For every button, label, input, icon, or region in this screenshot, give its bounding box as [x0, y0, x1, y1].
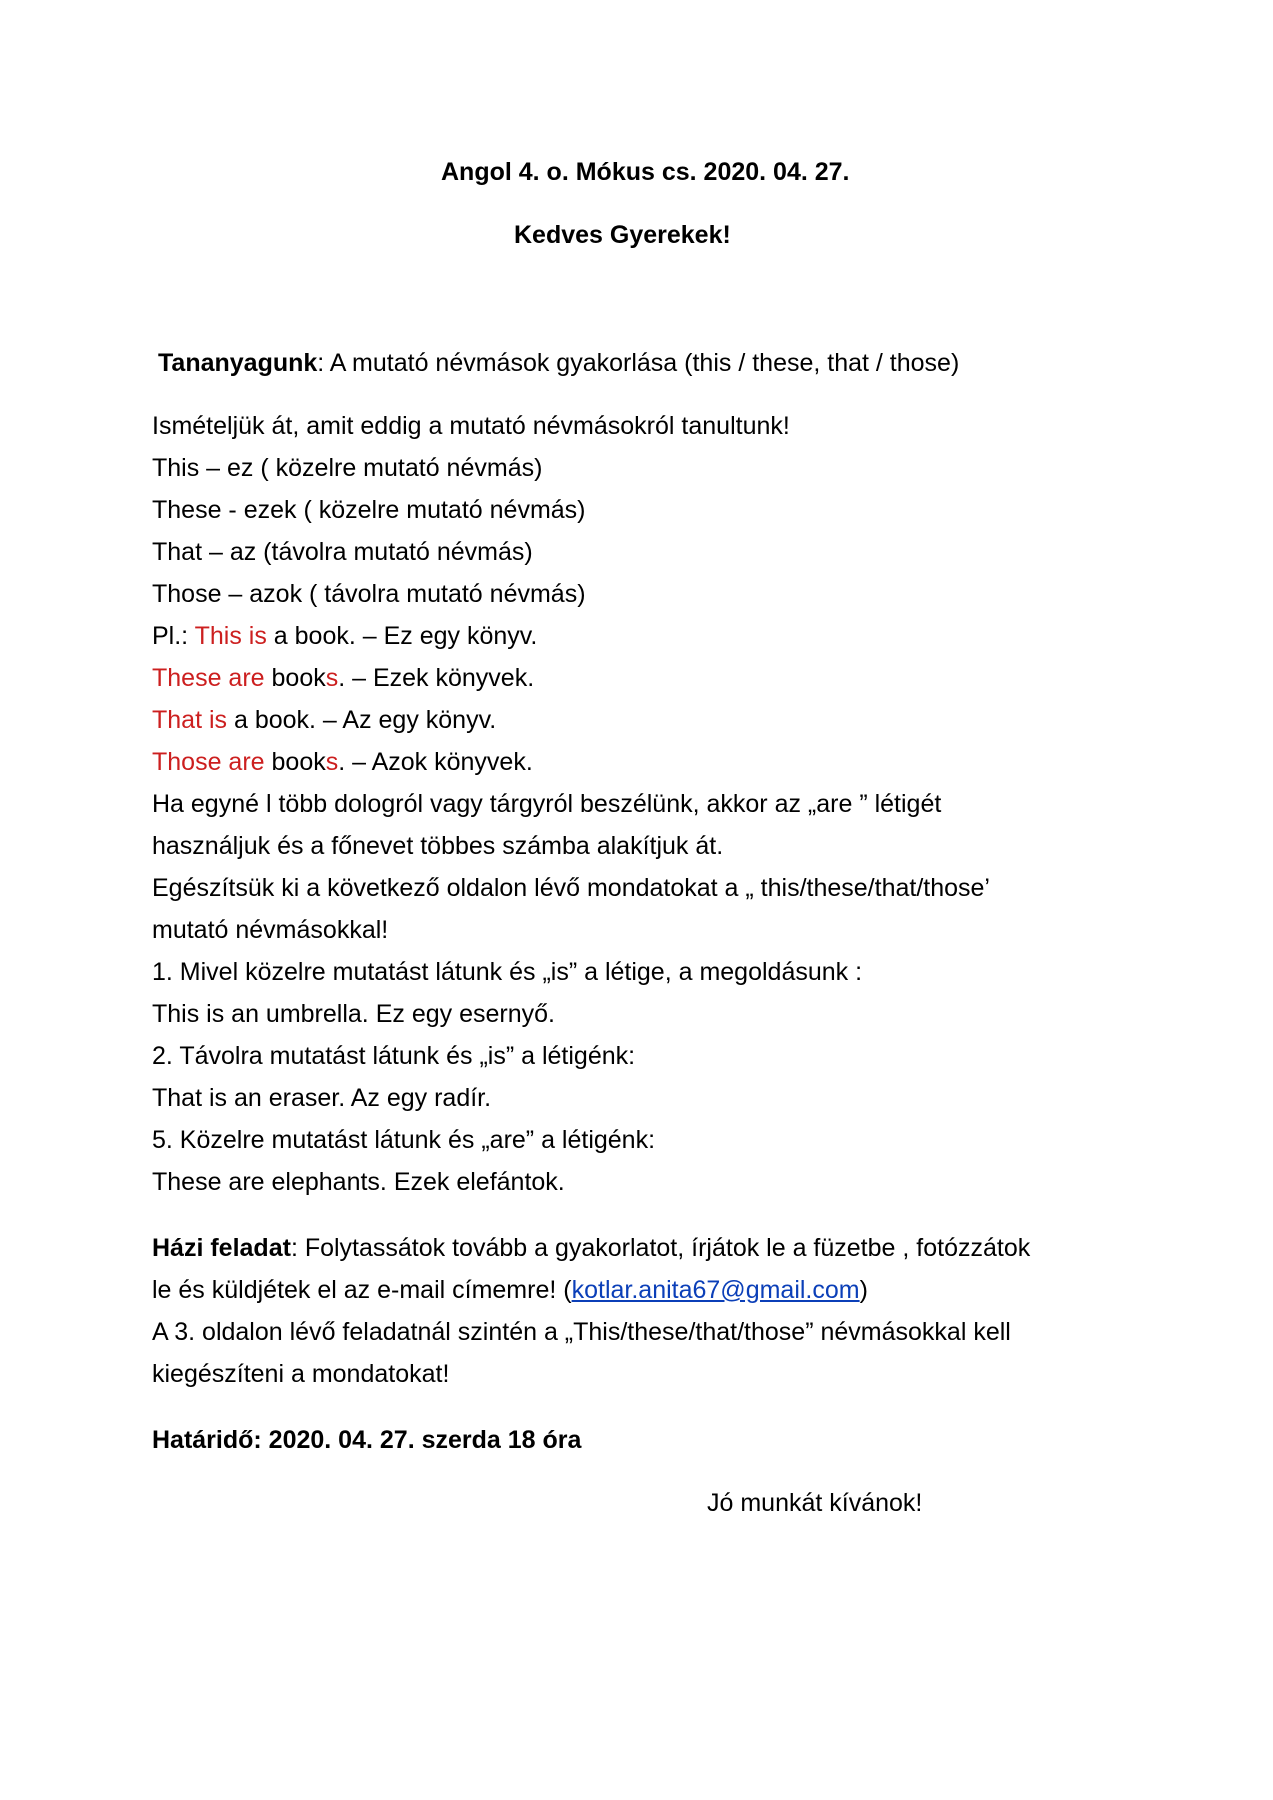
solution-line: This is an umbrella. Ez egy esernyő.	[152, 1000, 555, 1028]
topic-line	[158, 348, 959, 378]
greeting: Kedves Gyerekek!	[514, 221, 731, 249]
homework-line: A 3. oldalon lévő feladatnál szintén a „This/these/that/those” névmásokkal kell	[152, 1318, 1011, 1346]
homework-line: kiegészíteni a mondatokat!	[152, 1360, 450, 1388]
homework-line	[152, 1233, 1030, 1263]
example-rest: . – Azok könyvek.	[338, 748, 533, 776]
example-that	[152, 705, 496, 735]
example-rest: a book. – Az egy könyv.	[227, 706, 497, 734]
deadline: Határidő: 2020. 04. 27. szerda 18 óra	[152, 1426, 582, 1454]
closing-text: Jó munkát kívánok!	[707, 1489, 923, 1517]
example-noun: book	[264, 748, 326, 776]
email-link[interactable]: kotlar.anita67@gmail.com	[571, 1276, 860, 1304]
homework-email-line	[152, 1275, 868, 1305]
example-plural-s: s	[325, 664, 339, 692]
intro-text: Ismételjük át, amit eddig a mutató névmásokról tanultunk!	[152, 412, 790, 440]
solution-line: 5. Közelre mutatást látunk és „are” a létigénk:	[152, 1126, 656, 1154]
example-highlight: Those are	[152, 748, 265, 776]
task-line: Egészítsük ki a következő oldalon lévő mondatokat a „ this/these/that/those’	[152, 874, 990, 902]
homework-text: : Folytassátok tovább a gyakorlatot, írjátok le a füzetbe , fotózzátok	[290, 1234, 1031, 1262]
solution-line: That is an eraser. Az egy radír.	[152, 1084, 492, 1112]
example-highlight: That is	[152, 706, 228, 734]
homework-label: Házi feladat	[152, 1234, 291, 1262]
definition-that: That – az (távolra mutató névmás)	[152, 538, 533, 566]
solution-line: These are elephants. Ezek elefántok.	[152, 1168, 565, 1196]
topic-label: Tananyagunk	[158, 349, 318, 377]
solution-line: 1. Mivel közelre mutatást látunk és „is” a létige, a megoldásunk :	[152, 958, 863, 986]
definition-those: Those – azok ( távolra mutató névmás)	[152, 580, 586, 608]
explanation-line: használjuk és a főnevet többes számba alakítjuk át.	[152, 832, 724, 860]
example-highlight: This is	[194, 622, 267, 650]
homework-text: le és küldjétek el az e-mail címemre! (	[152, 1276, 572, 1304]
definition-this: This – ez ( közelre mutató névmás)	[152, 454, 543, 482]
example-rest: . – Ezek könyvek.	[338, 664, 535, 692]
solution-line: 2. Távolra mutatást látunk és „is” a létigénk:	[152, 1042, 636, 1070]
topic-text: : A mutató névmások gyakorlása (this / these, that / those)	[317, 349, 960, 377]
example-highlight: These are	[152, 664, 265, 692]
example-plural-s: s	[325, 748, 339, 776]
example-these	[152, 663, 534, 693]
example-rest: a book. – Ez egy könyv.	[266, 622, 538, 650]
example-noun: book	[264, 664, 326, 692]
homework-text: )	[859, 1276, 868, 1304]
explanation-line: Ha egyné l több dologról vagy tárgyról beszélünk, akkor az „are ” létigét	[152, 790, 942, 818]
definition-these: These - ezek ( közelre mutató névmás)	[152, 496, 586, 524]
page-title: Angol 4. o. Mókus cs. 2020. 04. 27.	[441, 158, 850, 186]
example-those	[152, 747, 533, 777]
task-line: mutató névmásokkal!	[152, 916, 389, 944]
example-prefix: Pl.:	[152, 622, 195, 650]
example-this	[152, 621, 537, 651]
